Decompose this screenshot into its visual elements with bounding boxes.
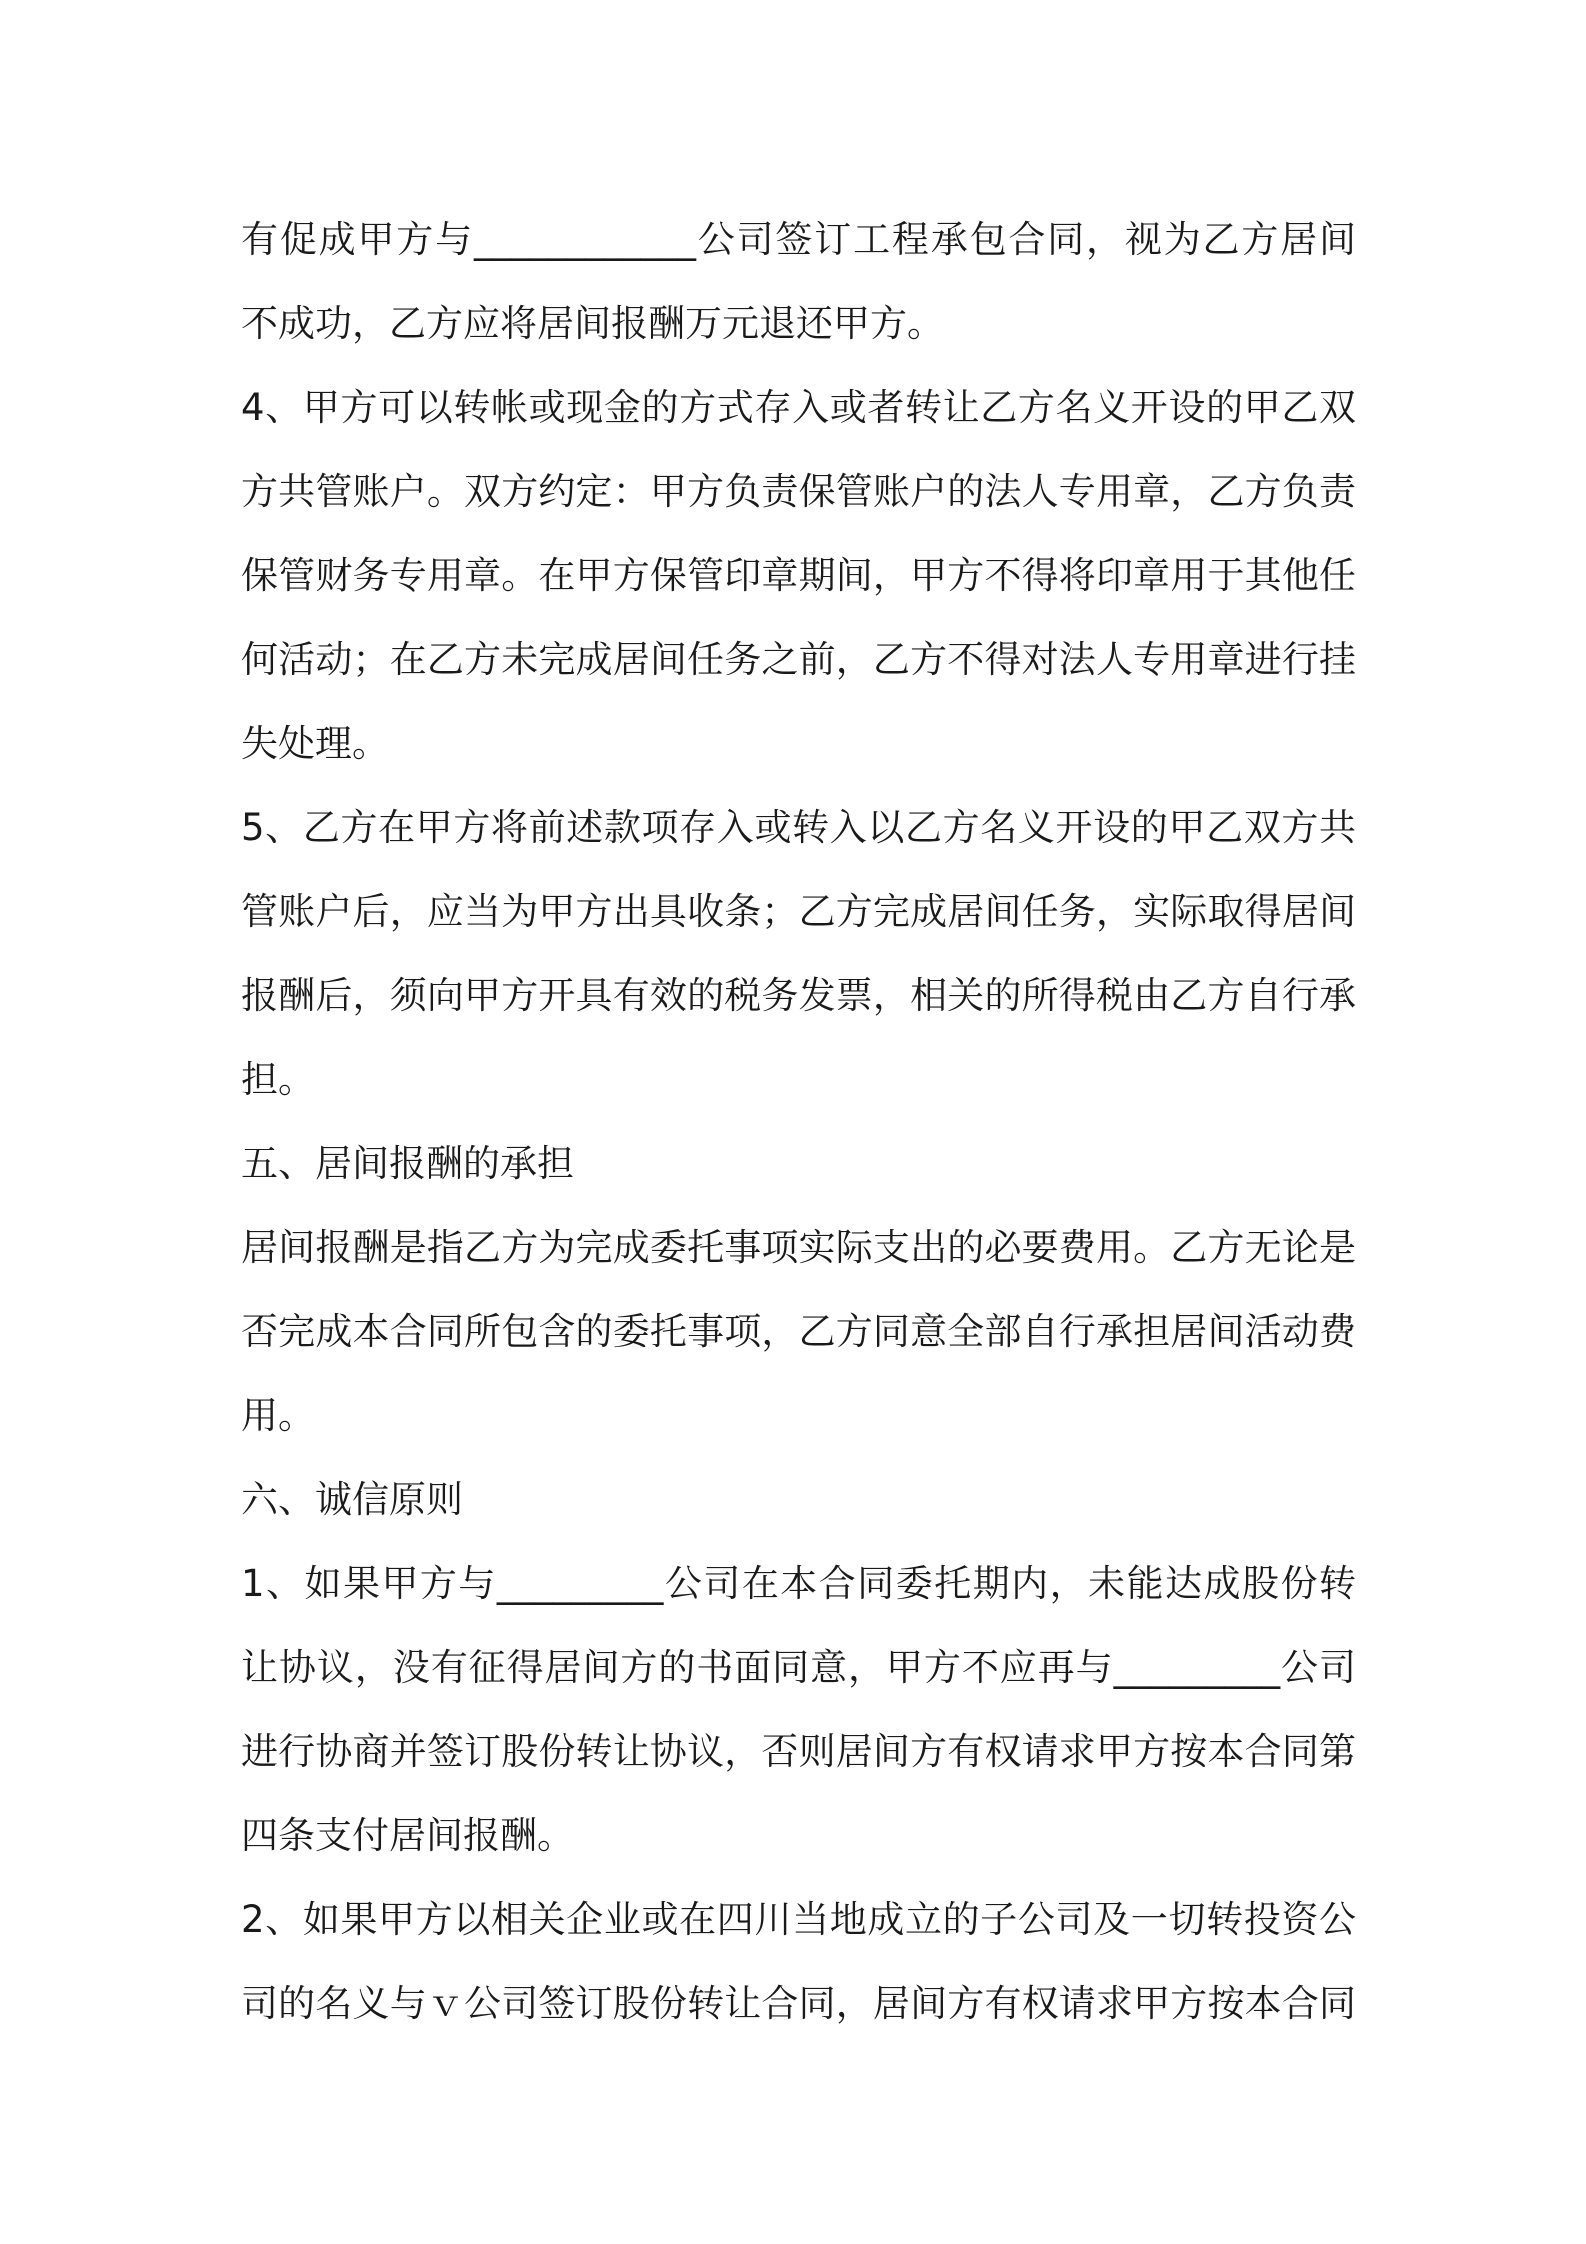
text-line-15: 用。 <box>241 1394 315 1437</box>
text-line-18: 让协议，没有征得居间方的书面同意，甲方不应再与_________公司 <box>241 1646 1356 1689</box>
text-line-10: 报酬后，须向甲方开具有效的税务发票，相关的所得税由乙方自行承 <box>241 974 1356 1017</box>
text-line-19: 进行协商并签订股份转让协议，否则居间方有权请求甲方按本合同第 <box>241 1730 1356 1773</box>
text-line-20: 四条支付居间报酬。 <box>241 1814 574 1857</box>
text-line-2: 不成功，乙方应将居间报酬万元退还甲方。 <box>241 302 944 345</box>
text-line-9: 管账户后，应当为甲方出具收条；乙方完成居间任务，实际取得居间 <box>241 890 1356 933</box>
text-line-11: 担。 <box>241 1058 315 1101</box>
text-line-3: 4、甲方可以转帐或现金的方式存入或者转让乙方名义开设的甲乙双 <box>241 386 1356 429</box>
text-line-14: 否完成本合同所包含的委托事项，乙方同意全部自行承担居间活动费 <box>241 1310 1356 1353</box>
text-line-13: 居间报酬是指乙方为完成委托事项实际支出的必要费用。乙方无论是 <box>241 1226 1356 1269</box>
text-line-17: 1、如果甲方与_________公司在本合同委托期内，未能达成股份转 <box>241 1562 1356 1605</box>
text-line-7: 失处理。 <box>241 722 389 765</box>
text-line-5: 保管财务专用章。在甲方保管印章期间，甲方不得将印章用于其他任 <box>241 554 1356 597</box>
text-line-8: 5、乙方在甲方将前述款项存入或转入以乙方名义开设的甲乙双方共 <box>241 806 1356 849</box>
section-heading-6: 六、诚信原则 <box>241 1478 463 1521</box>
document-body <box>241 198 1356 2046</box>
text-line-1: 有促成甲方与____________公司签订工程承包合同，视为乙方居间 <box>241 218 1356 261</box>
text-line-6: 何活动；在乙方未完成居间任务之前，乙方不得对法人专用章进行挂 <box>241 638 1356 681</box>
section-heading-5: 五、居间报酬的承担 <box>241 1142 574 1185</box>
text-line-21: 2、如果甲方以相关企业或在四川当地成立的子公司及一切转投资公 <box>241 1898 1356 1941</box>
text-line-22: 司的名义与ｖ公司签订股份转让合同，居间方有权请求甲方按本合同 <box>241 1982 1356 2025</box>
text-line-4: 方共管账户。双方约定：甲方负责保管账户的法人专用章，乙方负责 <box>241 470 1356 513</box>
